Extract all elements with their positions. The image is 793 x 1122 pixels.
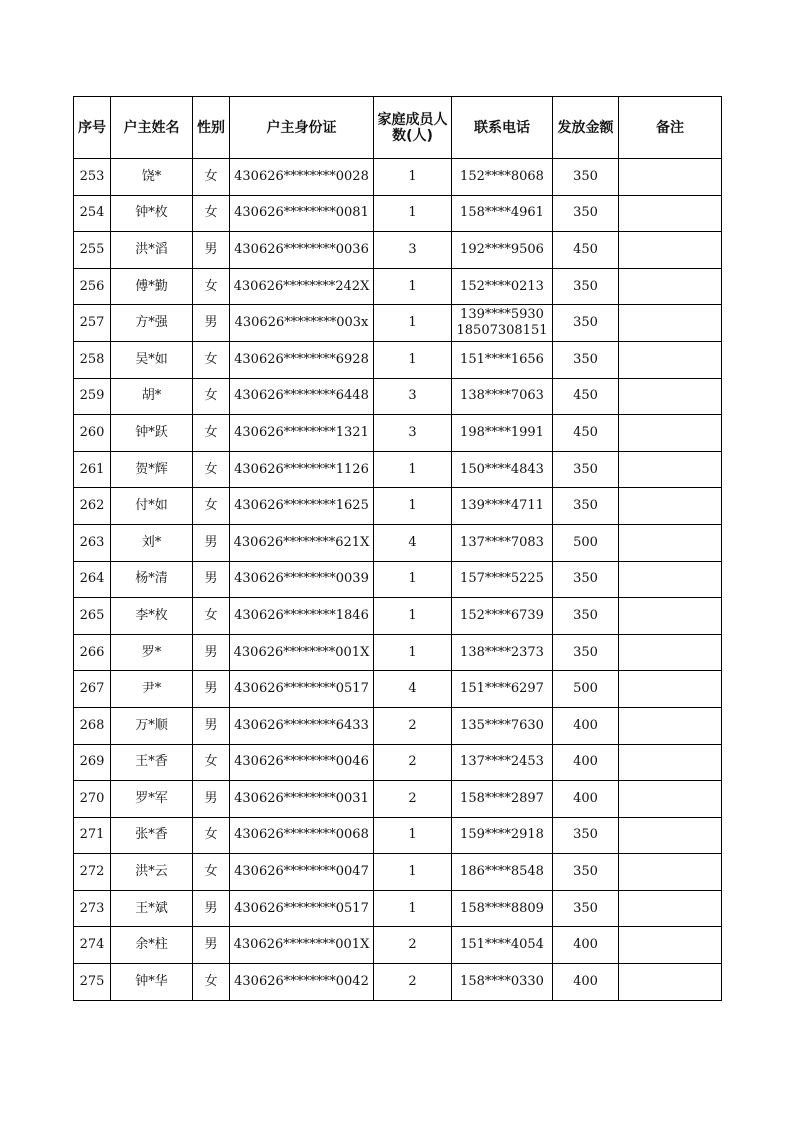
- cell-gender: 女: [193, 415, 230, 452]
- cell-no: 261: [74, 451, 111, 488]
- cell-no: 268: [74, 707, 111, 744]
- cell-gender: 女: [193, 817, 230, 854]
- header-phone: 联系电话: [452, 97, 553, 159]
- table-row: [74, 341, 722, 378]
- cell-no: 271: [74, 817, 111, 854]
- cell-name: 余*柱: [111, 927, 193, 964]
- cell-note: [619, 488, 722, 525]
- cell-note: [619, 854, 722, 891]
- cell-gender: 女: [193, 598, 230, 635]
- cell-amount: 350: [553, 598, 619, 635]
- cell-members: 1: [374, 561, 452, 598]
- cell-no: 266: [74, 634, 111, 671]
- cell-name: 钟*华: [111, 964, 193, 1001]
- cell-no: 260: [74, 415, 111, 452]
- cell-members: 3: [374, 232, 452, 269]
- cell-no: 257: [74, 305, 111, 342]
- cell-note: [619, 305, 722, 342]
- cell-id: 430626********0068: [230, 817, 374, 854]
- cell-id: 430626********1625: [230, 488, 374, 525]
- cell-phone: 151****6297: [452, 671, 553, 708]
- cell-id: 430626********0039: [230, 561, 374, 598]
- cell-gender: 女: [193, 159, 230, 196]
- table-row: [74, 378, 722, 415]
- cell-id: 430626********001X: [230, 927, 374, 964]
- cell-no: 255: [74, 232, 111, 269]
- cell-members: 1: [374, 890, 452, 927]
- cell-id: 430626********0042: [230, 964, 374, 1001]
- table-row: [74, 524, 722, 561]
- table-row: [74, 781, 722, 818]
- cell-id: 430626********6433: [230, 707, 374, 744]
- cell-phone: 158****0330: [452, 964, 553, 1001]
- cell-note: [619, 927, 722, 964]
- cell-id: 430626********1321: [230, 415, 374, 452]
- cell-amount: 450: [553, 378, 619, 415]
- cell-note: [619, 817, 722, 854]
- header-amount: 发放金额: [553, 97, 619, 159]
- cell-amount: 350: [553, 341, 619, 378]
- cell-name: 罗*: [111, 634, 193, 671]
- cell-phone: 158****2897: [452, 781, 553, 818]
- table-row: [74, 268, 722, 305]
- cell-members: 2: [374, 744, 452, 781]
- cell-name: 罗*军: [111, 781, 193, 818]
- cell-no: 273: [74, 890, 111, 927]
- cell-members: 1: [374, 305, 452, 342]
- cell-gender: 男: [193, 305, 230, 342]
- table-row: [74, 232, 722, 269]
- cell-gender: 女: [193, 964, 230, 1001]
- cell-phone: 152****6739: [452, 598, 553, 635]
- cell-phone: 157****5225: [452, 561, 553, 598]
- cell-phone: 158****4961: [452, 195, 553, 232]
- cell-note: [619, 378, 722, 415]
- cell-gender: 女: [193, 378, 230, 415]
- cell-name: 尹*: [111, 671, 193, 708]
- cell-phone: 152****8068: [452, 159, 553, 196]
- cell-amount: 450: [553, 232, 619, 269]
- cell-no: 259: [74, 378, 111, 415]
- cell-note: [619, 964, 722, 1001]
- cell-note: [619, 781, 722, 818]
- cell-name: 钟*枚: [111, 195, 193, 232]
- cell-note: [619, 561, 722, 598]
- cell-phone: 139****4711: [452, 488, 553, 525]
- household-roster-table: [73, 96, 722, 1001]
- cell-amount: 400: [553, 964, 619, 1001]
- cell-id: 430626********0517: [230, 890, 374, 927]
- cell-id: 430626********0028: [230, 159, 374, 196]
- cell-members: 1: [374, 159, 452, 196]
- cell-members: 1: [374, 854, 452, 891]
- cell-amount: 350: [553, 268, 619, 305]
- header-gender: 性别: [193, 97, 230, 159]
- cell-id: 430626********621X: [230, 524, 374, 561]
- cell-amount: 350: [553, 634, 619, 671]
- cell-name: 张*香: [111, 817, 193, 854]
- table-row: [74, 890, 722, 927]
- cell-members: 1: [374, 598, 452, 635]
- cell-members: 1: [374, 268, 452, 305]
- cell-amount: 350: [553, 817, 619, 854]
- cell-id: 430626********1126: [230, 451, 374, 488]
- cell-no: 254: [74, 195, 111, 232]
- cell-gender: 男: [193, 232, 230, 269]
- cell-members: 2: [374, 927, 452, 964]
- cell-no: 264: [74, 561, 111, 598]
- cell-no: 253: [74, 159, 111, 196]
- cell-amount: 500: [553, 671, 619, 708]
- header-name: 户主姓名: [111, 97, 193, 159]
- cell-no: 267: [74, 671, 111, 708]
- cell-note: [619, 415, 722, 452]
- cell-note: [619, 195, 722, 232]
- cell-no: 275: [74, 964, 111, 1001]
- cell-phone: 135****7630: [452, 707, 553, 744]
- cell-members: 1: [374, 451, 452, 488]
- cell-amount: 400: [553, 781, 619, 818]
- cell-phone: [452, 305, 553, 342]
- cell-members: 2: [374, 707, 452, 744]
- cell-name: 付*如: [111, 488, 193, 525]
- cell-name: 傅*勤: [111, 268, 193, 305]
- cell-phone: 158****8809: [452, 890, 553, 927]
- table-row: [74, 634, 722, 671]
- cell-gender: 女: [193, 854, 230, 891]
- cell-id: 430626********0031: [230, 781, 374, 818]
- cell-phone: 150****4843: [452, 451, 553, 488]
- cell-name: 万*顺: [111, 707, 193, 744]
- cell-amount: 400: [553, 744, 619, 781]
- cell-id: 430626********0036: [230, 232, 374, 269]
- cell-name: 吴*如: [111, 341, 193, 378]
- cell-amount: 350: [553, 305, 619, 342]
- cell-note: [619, 232, 722, 269]
- cell-members: 2: [374, 964, 452, 1001]
- cell-note: [619, 598, 722, 635]
- cell-no: 258: [74, 341, 111, 378]
- cell-amount: 350: [553, 451, 619, 488]
- cell-name: 王*斌: [111, 890, 193, 927]
- cell-id: 430626********1846: [230, 598, 374, 635]
- cell-members: 3: [374, 378, 452, 415]
- cell-phone: 138****2373: [452, 634, 553, 671]
- table-row: [74, 488, 722, 525]
- cell-no: 265: [74, 598, 111, 635]
- table-row: [74, 817, 722, 854]
- table-row: [74, 598, 722, 635]
- cell-no: 263: [74, 524, 111, 561]
- cell-id: 430626********003x: [230, 305, 374, 342]
- cell-note: [619, 268, 722, 305]
- table-row: [74, 159, 722, 196]
- header-members: 家庭成员人数(人): [374, 97, 452, 159]
- cell-phone: 152****0213: [452, 268, 553, 305]
- cell-name: 洪*云: [111, 854, 193, 891]
- cell-id: 430626********0517: [230, 671, 374, 708]
- cell-gender: 女: [193, 195, 230, 232]
- cell-note: [619, 890, 722, 927]
- cell-phone: 186****8548: [452, 854, 553, 891]
- cell-note: [619, 524, 722, 561]
- cell-no: 269: [74, 744, 111, 781]
- cell-gender: 男: [193, 890, 230, 927]
- cell-name: 钟*跃: [111, 415, 193, 452]
- cell-phone: 151****4054: [452, 927, 553, 964]
- table-row: [74, 671, 722, 708]
- cell-no: 256: [74, 268, 111, 305]
- cell-name: 杨*清: [111, 561, 193, 598]
- cell-no: 262: [74, 488, 111, 525]
- cell-phone: 138****7063: [452, 378, 553, 415]
- cell-phone-primary: 139****5930: [460, 307, 544, 323]
- cell-amount: 450: [553, 415, 619, 452]
- cell-id: 430626********242X: [230, 268, 374, 305]
- cell-members: 1: [374, 341, 452, 378]
- header-id: 户主身份证: [230, 97, 374, 159]
- cell-note: [619, 744, 722, 781]
- table-row: [74, 451, 722, 488]
- cell-amount: 350: [553, 195, 619, 232]
- cell-name: 方*强: [111, 305, 193, 342]
- cell-members: 2: [374, 781, 452, 818]
- table-row: [74, 927, 722, 964]
- cell-members: 4: [374, 671, 452, 708]
- cell-id: 430626********6448: [230, 378, 374, 415]
- cell-members: 4: [374, 524, 452, 561]
- cell-note: [619, 671, 722, 708]
- cell-name: 王*香: [111, 744, 193, 781]
- cell-amount: 350: [553, 159, 619, 196]
- cell-gender: 女: [193, 451, 230, 488]
- cell-id: 430626********0081: [230, 195, 374, 232]
- cell-amount: 400: [553, 707, 619, 744]
- cell-phone: 198****1991: [452, 415, 553, 452]
- cell-note: [619, 707, 722, 744]
- roster-body: [74, 159, 722, 1001]
- cell-name: 李*枚: [111, 598, 193, 635]
- cell-gender: 男: [193, 634, 230, 671]
- cell-note: [619, 341, 722, 378]
- cell-note: [619, 634, 722, 671]
- table-row: [74, 707, 722, 744]
- cell-members: 1: [374, 634, 452, 671]
- cell-no: 272: [74, 854, 111, 891]
- cell-phone: 137****2453: [452, 744, 553, 781]
- cell-gender: 男: [193, 927, 230, 964]
- cell-gender: 男: [193, 561, 230, 598]
- cell-name: 饶*: [111, 159, 193, 196]
- cell-name: 贺*辉: [111, 451, 193, 488]
- cell-members: 1: [374, 195, 452, 232]
- cell-gender: 女: [193, 744, 230, 781]
- cell-amount: 350: [553, 488, 619, 525]
- cell-id: 430626********001X: [230, 634, 374, 671]
- cell-no: 274: [74, 927, 111, 964]
- cell-gender: 女: [193, 341, 230, 378]
- cell-id: 430626********0046: [230, 744, 374, 781]
- cell-gender: 女: [193, 488, 230, 525]
- cell-note: [619, 159, 722, 196]
- table-row: [74, 305, 722, 342]
- table-row: [74, 964, 722, 1001]
- cell-amount: 350: [553, 890, 619, 927]
- cell-members: 3: [374, 415, 452, 452]
- cell-name: 胡*: [111, 378, 193, 415]
- cell-members: 1: [374, 817, 452, 854]
- cell-phone: 151****1656: [452, 341, 553, 378]
- cell-gender: 男: [193, 671, 230, 708]
- cell-phone: 159****2918: [452, 817, 553, 854]
- cell-gender: 男: [193, 524, 230, 561]
- table-row: [74, 744, 722, 781]
- header-row: [74, 97, 722, 159]
- cell-note: [619, 451, 722, 488]
- table-row: [74, 854, 722, 891]
- cell-members: 1: [374, 488, 452, 525]
- cell-id: 430626********6928: [230, 341, 374, 378]
- cell-phone-secondary: 18507308151: [456, 323, 548, 339]
- table-row: [74, 195, 722, 232]
- cell-phone: 192****9506: [452, 232, 553, 269]
- cell-name: 洪*滔: [111, 232, 193, 269]
- cell-name: 刘*: [111, 524, 193, 561]
- cell-id: 430626********0047: [230, 854, 374, 891]
- cell-gender: 女: [193, 268, 230, 305]
- cell-gender: 男: [193, 707, 230, 744]
- cell-amount: 350: [553, 854, 619, 891]
- cell-amount: 350: [553, 561, 619, 598]
- cell-amount: 500: [553, 524, 619, 561]
- cell-no: 270: [74, 781, 111, 818]
- cell-gender: 男: [193, 781, 230, 818]
- header-no: 序号: [74, 97, 111, 159]
- header-note: 备注: [619, 97, 722, 159]
- cell-amount: 400: [553, 927, 619, 964]
- table-row: [74, 561, 722, 598]
- cell-phone: 137****7083: [452, 524, 553, 561]
- table-row: [74, 415, 722, 452]
